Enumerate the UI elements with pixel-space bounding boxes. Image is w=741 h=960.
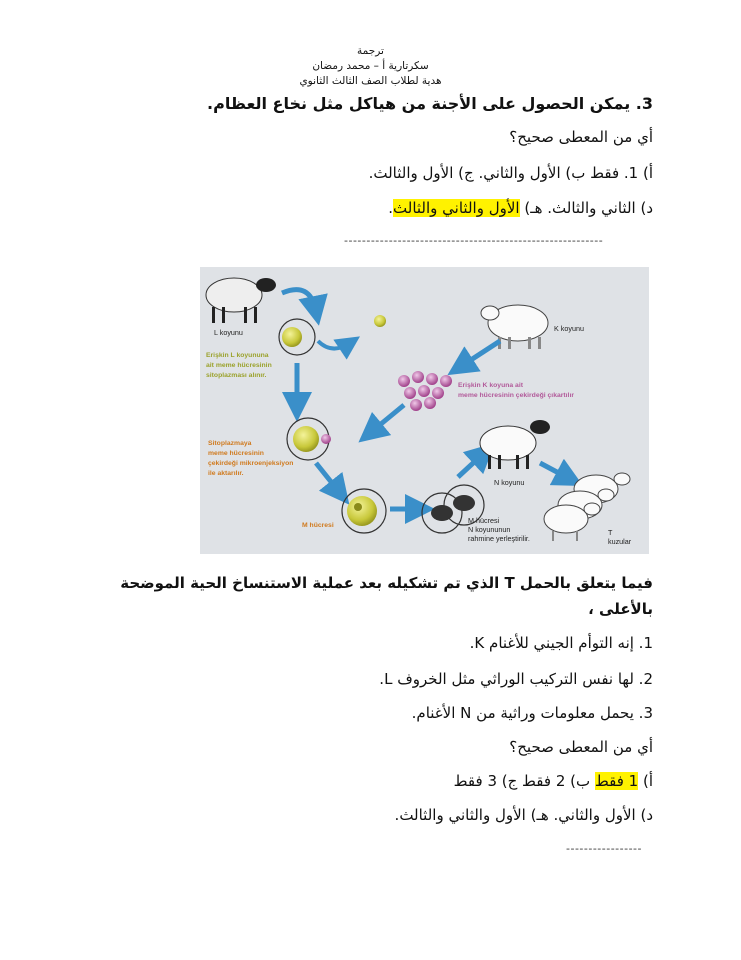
arrow-from-k — [460, 341, 500, 367]
label-inj-desc-2: meme hücresinin — [208, 450, 264, 457]
label-t-lambs-2: kuzular — [608, 537, 632, 546]
cell-injection-icon — [287, 418, 331, 460]
lambs-t-icon — [544, 473, 630, 541]
q3-option-text: د) الثاني والثالث. هـ) — [519, 199, 653, 217]
cloning-diagram — [200, 267, 649, 554]
arrow-to-lambs — [540, 463, 570, 479]
label-m-desc-2: N koyununun — [468, 525, 511, 534]
label-inj-desc-4: ile aktarılır. — [208, 470, 244, 477]
q3-answer-highlight: الأول والثاني والثالث — [393, 199, 520, 217]
label-l-desc-3: sitoplazması alınır. — [206, 372, 267, 379]
q4-answer-highlight: 1 فقط — [594, 772, 639, 790]
label-m-desc-3: rahmine yerleştirilir. — [468, 534, 530, 543]
header-line-1: ترجمة — [357, 45, 384, 57]
label-n-sheep: N koyunu — [494, 478, 525, 487]
nucleus-removed-icon — [374, 315, 386, 327]
q4-options-line-2: د) الأول والثاني. هـ) الأول والثاني والثالث. — [394, 806, 653, 824]
header-line-2: سكرتارية أ – محمد رمضان — [312, 60, 429, 72]
label-inj-desc-3: çekirdeği mikroenjeksiyon — [208, 460, 294, 467]
sheep-k-icon — [481, 305, 548, 349]
arrow-from-nuclei — [370, 405, 404, 433]
label-m-cell: M hücresi — [302, 522, 334, 529]
q4-question: أي من المعطى صحيح؟ — [509, 738, 653, 756]
arrow-to-nucleus — [318, 341, 350, 349]
q4-opt-a-prefix: أ) — [638, 772, 653, 790]
separator-2: ----------------- — [566, 842, 642, 855]
q3-options-line-1: أ) 1. فقط ب) الأول والثاني. ج) الأول والثالث. — [368, 164, 653, 182]
sheep-l-icon — [206, 278, 276, 323]
header-line-3: هدية لطلاب الصف الثالث الثانوي — [299, 75, 442, 87]
label-inj-desc-1: Sitoplazmaya — [208, 440, 252, 447]
q4-item-3: 3. يحمل معلومات وراثية من N الأغنام. — [411, 704, 653, 722]
q4-statement-line-2: بالأعلى ، — [588, 600, 653, 618]
nuclei-cluster-icon — [398, 371, 452, 411]
label-k-desc-2: meme hücresinin çekirdeği çıkartılır — [458, 392, 574, 399]
arrow-to-n — [458, 453, 484, 477]
translator-header — [0, 44, 741, 89]
label-l-desc-1: Erişkin L koyununa — [206, 352, 269, 359]
q3-options-line-2 — [388, 199, 653, 217]
arrow-to-m-cell — [316, 463, 340, 493]
arrow-curve-top — [282, 290, 316, 311]
cell-l-icon — [279, 319, 315, 355]
q3-question: أي من المعطى صحيح؟ — [509, 128, 653, 146]
m-cell-icon — [342, 489, 386, 533]
q4-opt-rest: ب) 2 فقط ج) 3 فقط — [453, 772, 595, 790]
label-l-sheep: L koyunu — [214, 328, 243, 337]
q3-option-end: . — [388, 199, 394, 217]
sheep-n-icon — [480, 420, 550, 469]
q4-item-2: 2. لها نفس التركيب الوراثي مثل الخروف L. — [379, 670, 653, 688]
separator-1: ---------------------------------------------------------- — [344, 234, 604, 247]
q4-options-line-1 — [454, 772, 653, 790]
label-m-desc-1: M hücresi — [468, 516, 500, 525]
q3-statement: 3. يمكن الحصول على الأجنة من هياكل مثل نخاع العظام. — [207, 94, 653, 113]
label-l-desc-2: ait meme hücresinin — [206, 362, 272, 369]
q4-statement-line-1: فيما يتعلق بالحمل T الذي تم تشكيله بعد عملية الاستنساخ الحية الموضحة — [120, 574, 653, 592]
label-t-lambs-1: T — [608, 528, 613, 537]
label-k-sheep: K koyunu — [554, 324, 584, 333]
label-k-desc-1: Erişkin K koyuna ait — [458, 382, 523, 389]
q4-item-1: 1. إنه التوأم الجيني للأغنام K. — [469, 634, 653, 652]
